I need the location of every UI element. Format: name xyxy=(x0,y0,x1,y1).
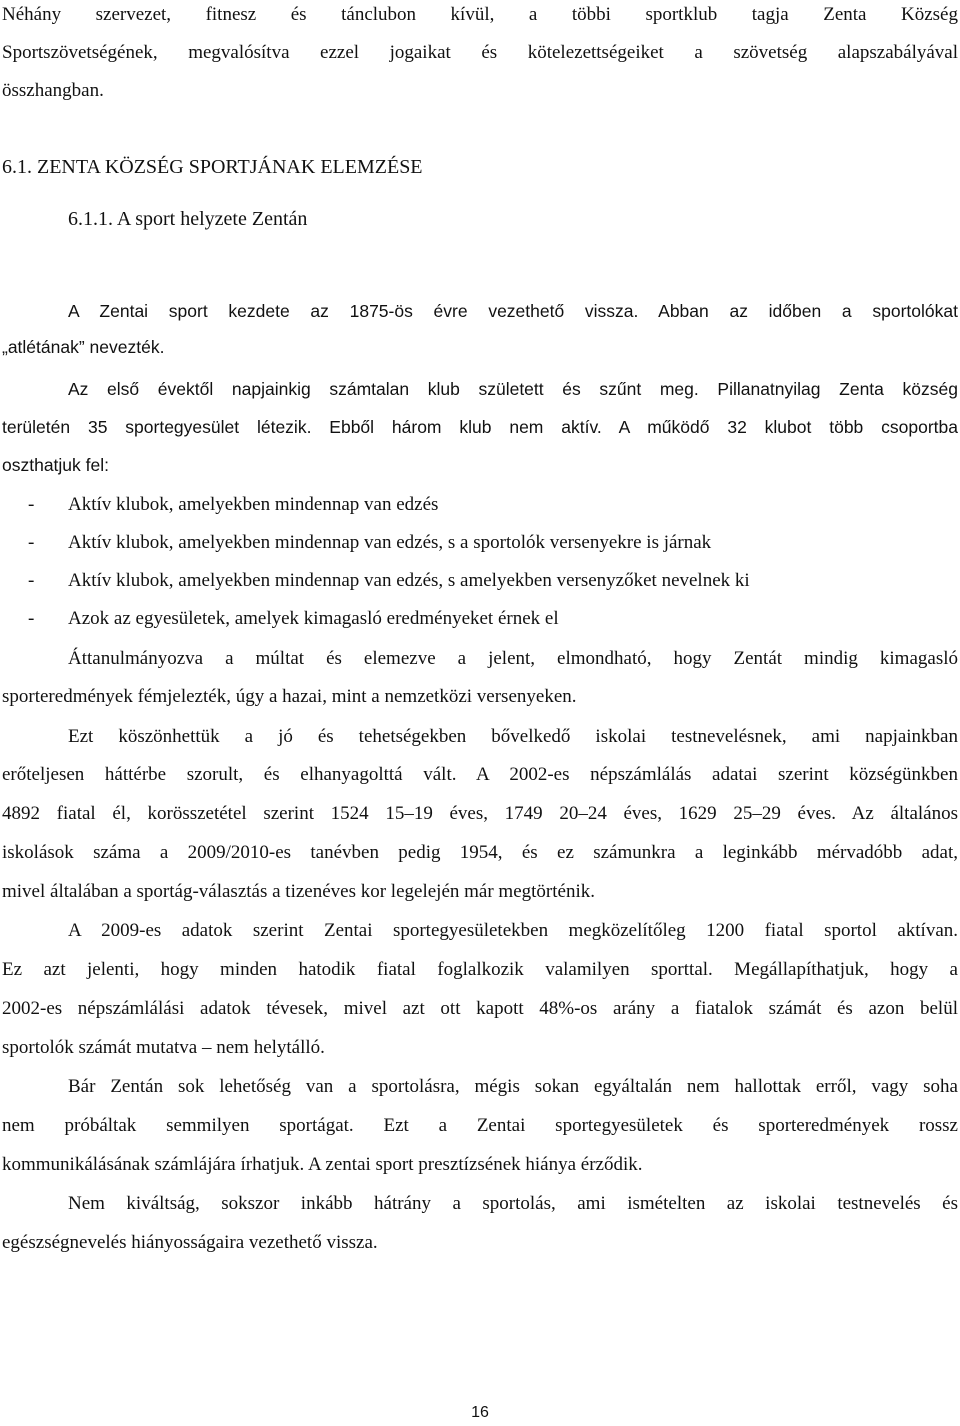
paragraph-clubs-line-2: területén 35 sportegyesület létezik. Ebből három klub nem aktív. A működő 32 klubot több csoportba xyxy=(2,417,958,437)
paragraph-privilege-line-1: Nem kiváltság, sokszor inkább hátrány a sportolás, ami ismételten az iskolai testnevelés és xyxy=(68,1193,958,1214)
paragraph-intro-line-3: összhangban. xyxy=(2,80,104,101)
paragraph-2009-line-1: A 2009-es adatok szerint Zentai sportegyesületekben megközelítőleg 1200 fiatal sportol aktívan. xyxy=(68,920,958,941)
paragraph-history-line-1: A Zentai sport kezdete az 1875-ös évre vezethető vissza. Abban az időben a sportolókat xyxy=(68,301,958,321)
paragraph-2009-line-3: 2002-es népszámlálási adatok tévesek, mivel azt ott kapott 48%-os arány a fiatalok számát és azon belül xyxy=(2,998,958,1019)
paragraph-opportunity-line-2: nem próbáltak semmilyen sportágat. Ezt a Zentai sportegyesületek és sporteredmények rossz xyxy=(2,1115,958,1136)
paragraph-school-line-3: 4892 fiatal él, korösszetétel szerint 1524 15–19 éves, 1749 20–24 éves, 1629 25–29 éves. Az általános xyxy=(2,803,958,824)
paragraph-past-line-2: sporteredmények fémjelezték, úgy a hazai, mint a nemzetközi versenyeken. xyxy=(2,686,577,707)
paragraph-school-line-1: Ezt köszönhettük a jó és tehetségekben bővelkedő iskolai testnevelésnek, ami napjainkban xyxy=(68,726,958,747)
paragraph-privilege-line-2: egészségnevelés hiányosságaira vezethető vissza. xyxy=(2,1232,378,1253)
subsection-heading: 6.1.1. A sport helyzete Zentán xyxy=(68,208,308,230)
paragraph-intro-line-2: Sportszövetségének, megvalósítva ezzel jogaikat és kötelezettségeiket a szövetség alapszabályával xyxy=(2,42,958,63)
paragraph-2009-line-2: Ez azt jelenti, hogy minden hatodik fiatal foglalkozik valamilyen sporttal. Megállapíthatjuk, hogy a xyxy=(2,959,958,980)
list-item: Azok az egyesületek, amelyek kimagasló eredményeket érnek el xyxy=(68,608,559,629)
paragraph-school-line-2: erőteljesen háttérbe szorult, és elhanyagolttá vált. A 2002-es népszámlálás adatai szerint községünkben xyxy=(2,764,958,785)
list-dash: - xyxy=(28,494,35,515)
list-dash: - xyxy=(28,608,35,629)
paragraph-school-line-5: mivel általában a sportág-választás a tizenéves kor legelején már megtörténik. xyxy=(2,881,595,902)
paragraph-2009-line-4: sportolók számát mutatva – nem helytálló. xyxy=(2,1037,325,1058)
paragraph-opportunity-line-3: kommunikálásának számlájára írhatjuk. A zentai sport presztízsének hiánya érződik. xyxy=(2,1154,643,1175)
paragraph-opportunity-line-1: Bár Zentán sok lehetőség van a sportolásra, mégis sokan egyáltalán nem hallottak erről, vagy soha xyxy=(68,1076,958,1097)
paragraph-clubs-line-1: Az első évektől napjainkig számtalan klub született és szűnt meg. Pillanatnyilag Zenta község xyxy=(68,379,958,399)
list-item: Aktív klubok, amelyekben mindennap van edzés xyxy=(68,494,439,515)
page-number: 16 xyxy=(471,1404,489,1421)
list-dash: - xyxy=(28,532,35,553)
paragraph-past-line-1: Áttanulmányozva a múltat és elemezve a jelent, elmondható, hogy Zentát mindig kimagasló xyxy=(68,648,958,669)
paragraph-intro-line-1: Néhány szervezet, fitnesz és tánclubon kívül, a többi sportklub tagja Zenta Község xyxy=(2,4,958,25)
list-item: Aktív klubok, amelyekben mindennap van edzés, s a sportolók versenyekre is járnak xyxy=(68,532,712,553)
list-dash: - xyxy=(28,570,35,591)
paragraph-history-line-2: „atlétának” nevezték. xyxy=(2,337,165,357)
list-item: Aktív klubok, amelyekben mindennap van edzés, s amelyekben versenyzőket nevelnek ki xyxy=(68,570,750,591)
section-heading: 6.1. ZENTA KÖZSÉG SPORTJÁNAK ELEMZÉSE xyxy=(2,156,423,178)
paragraph-clubs-line-3: oszthatjuk fel: xyxy=(2,455,109,475)
paragraph-school-line-4: iskolások száma a 2009/2010-es tanévben pedig 1954, és ez számunkra a leginkább mérvadóbb adat, xyxy=(2,842,958,863)
